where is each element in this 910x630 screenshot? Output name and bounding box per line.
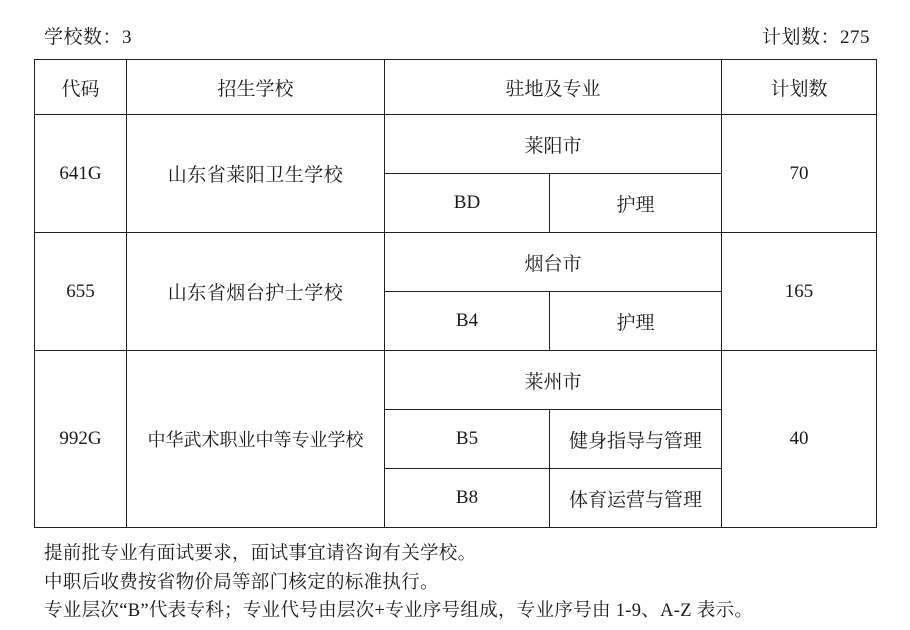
footnote-line: 专业层次“B”代表专科；专业代号由层次+专业序号组成，专业序号由 1-9、A-Z 表示。 xyxy=(44,601,754,622)
summary-header xyxy=(34,0,876,59)
cell-code: 655 xyxy=(35,233,127,351)
table-header-row xyxy=(35,60,877,115)
cell-plan: 165 xyxy=(722,233,877,351)
plan-count-label: 计划数：275 xyxy=(761,27,870,48)
column-header-code: 代码 xyxy=(35,60,127,115)
column-header-location-major: 驻地及专业 xyxy=(385,60,722,115)
column-header-school: 招生学校 xyxy=(127,60,385,115)
cell-major-name: 护理 xyxy=(550,292,722,351)
table-header xyxy=(35,60,877,115)
table-row xyxy=(35,115,877,174)
cell-city: 烟台市 xyxy=(385,233,722,292)
cell-major-code: B5 xyxy=(385,410,550,469)
cell-major-name: 体育运营与管理 xyxy=(550,469,722,528)
column-header-plan: 计划数 xyxy=(722,60,877,115)
cell-school: 中华武术职业中等专业学校 xyxy=(127,351,385,528)
table-row xyxy=(35,233,877,292)
cell-plan: 70 xyxy=(722,115,877,233)
school-count-label: 学校数：3 xyxy=(44,27,133,48)
cell-school: 山东省莱阳卫生学校 xyxy=(127,115,385,233)
cell-city: 莱州市 xyxy=(385,351,722,410)
footnote-line: 中职后收费按省物价局等部门核定的标准执行。 xyxy=(44,572,439,593)
footnotes xyxy=(34,528,876,626)
cell-major-code: BD xyxy=(385,174,550,233)
cell-code: 992G xyxy=(35,351,127,528)
cell-major-name: 护理 xyxy=(550,174,722,233)
enrollment-table xyxy=(34,59,877,528)
cell-code: 641G xyxy=(35,115,127,233)
cell-major-code: B4 xyxy=(385,292,550,351)
table-row xyxy=(35,351,877,410)
footnote-line: 提前批专业有面试要求，面试事宜请咨询有关学校。 xyxy=(44,544,477,564)
cell-major-name: 健身指导与管理 xyxy=(550,410,722,469)
cell-plan: 40 xyxy=(722,351,877,528)
table-body xyxy=(35,115,877,528)
cell-major-code: B8 xyxy=(385,469,550,528)
cell-school: 山东省烟台护士学校 xyxy=(127,233,385,351)
cell-city: 莱阳市 xyxy=(385,115,722,174)
